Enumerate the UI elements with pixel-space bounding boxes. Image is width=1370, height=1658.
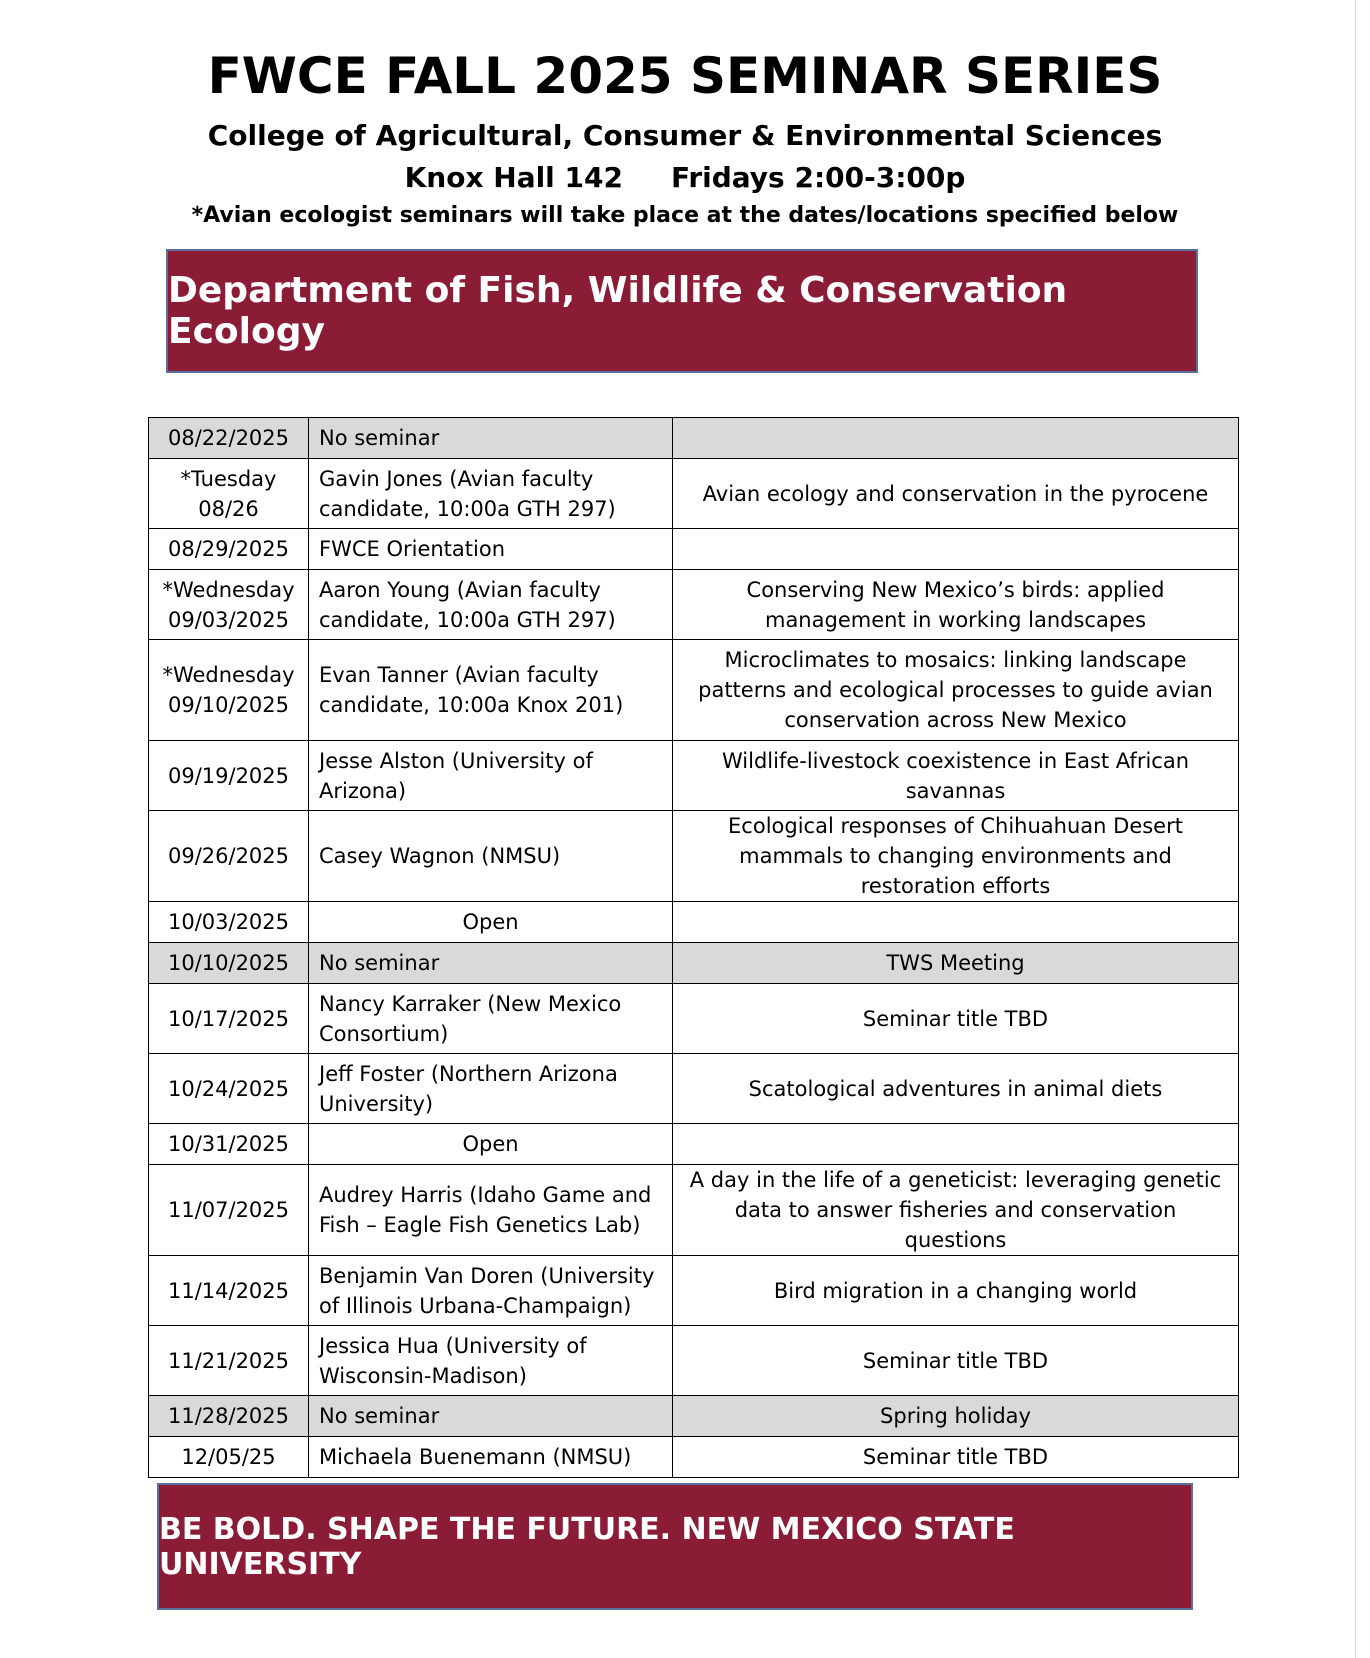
row-topic: Avian ecology and conservation in the pyrocene <box>673 459 1239 529</box>
row-date: 09/19/2025 <box>149 741 309 811</box>
seminar-schedule-table <box>148 417 1239 1478</box>
row-topic: A day in the life of a geneticist: leveraging genetic data to answer fisheries and conservation questions <box>673 1165 1239 1256</box>
row-date: 11/07/2025 <box>149 1165 309 1256</box>
table-row <box>149 741 1239 811</box>
row-date: 08/22/2025 <box>149 418 309 459</box>
row-date: 09/26/2025 <box>149 811 309 902</box>
department-banner <box>166 249 1198 373</box>
table-row <box>149 943 1239 984</box>
row-topic <box>673 418 1239 459</box>
row-topic: Scatological adventures in animal diets <box>673 1054 1239 1124</box>
row-speaker: Jesse Alston (University of Arizona) <box>309 741 673 811</box>
row-speaker: Open <box>309 1124 673 1165</box>
table-row <box>149 570 1239 640</box>
table-row <box>149 1396 1239 1437</box>
table-row <box>149 1256 1239 1326</box>
row-date: *Wednesday 09/10/2025 <box>149 640 309 741</box>
row-topic: Seminar title TBD <box>673 984 1239 1054</box>
table-row <box>149 811 1239 902</box>
row-topic: Seminar title TBD <box>673 1437 1239 1478</box>
row-speaker: Michaela Buenemann (NMSU) <box>309 1437 673 1478</box>
row-topic: TWS Meeting <box>673 943 1239 984</box>
row-speaker: Benjamin Van Doren (University of Illinois Urbana-Champaign) <box>309 1256 673 1326</box>
location-time-line <box>0 158 1370 198</box>
row-speaker: Aaron Young (Avian faculty candidate, 10:00a GTH 297) <box>309 570 673 640</box>
row-date: 11/14/2025 <box>149 1256 309 1326</box>
table-row <box>149 1437 1239 1478</box>
college-name: College of Agricultural, Consumer & Environmental Sciences <box>207 119 1163 152</box>
row-speaker: Audrey Harris (Idaho Game and Fish – Eagle Fish Genetics Lab) <box>309 1165 673 1256</box>
table-row <box>149 640 1239 741</box>
row-topic: Microclimates to mosaics: linking landscape patterns and ecological processes to guide avian conservation across New Mexico <box>673 640 1239 741</box>
avian-note: *Avian ecologist seminars will take place at the dates/locations specified below <box>191 203 1179 228</box>
row-topic: Spring holiday <box>673 1396 1239 1437</box>
row-speaker: Nancy Karraker (New Mexico Consortium) <box>309 984 673 1054</box>
table-row <box>149 1165 1239 1256</box>
row-speaker: Open <box>309 902 673 943</box>
row-speaker: Jessica Hua (University of Wisconsin-Madison) <box>309 1326 673 1396</box>
row-topic: Bird migration in a changing world <box>673 1256 1239 1326</box>
table-row <box>149 1326 1239 1396</box>
row-speaker: Gavin Jones (Avian faculty candidate, 10:00a GTH 297) <box>309 459 673 529</box>
row-date: 08/29/2025 <box>149 529 309 570</box>
row-date: *Wednesday 09/03/2025 <box>149 570 309 640</box>
row-topic <box>673 1124 1239 1165</box>
row-date: *Tuesday 08/26 <box>149 459 309 529</box>
row-speaker: No seminar <box>309 418 673 459</box>
table-row <box>149 902 1239 943</box>
row-date: 11/28/2025 <box>149 1396 309 1437</box>
row-date: 10/17/2025 <box>149 984 309 1054</box>
row-date: 10/31/2025 <box>149 1124 309 1165</box>
page-edge-line <box>1355 0 1356 1658</box>
row-date: 10/03/2025 <box>149 902 309 943</box>
row-topic: Ecological responses of Chihuahuan Desert mammals to changing environments and restoration efforts <box>673 811 1239 902</box>
table-row <box>149 459 1239 529</box>
table-row <box>149 1054 1239 1124</box>
table-row <box>149 1124 1239 1165</box>
row-speaker: Casey Wagnon (NMSU) <box>309 811 673 902</box>
department-banner-text: Department of Fish, Wildlife & Conservation Ecology <box>168 270 1068 352</box>
table-row <box>149 984 1239 1054</box>
row-topic: Conserving New Mexico’s birds: applied management in working landscapes <box>673 570 1239 640</box>
seminar-location: Knox Hall 142 <box>404 161 623 194</box>
row-speaker: No seminar <box>309 943 673 984</box>
row-topic: Wildlife-livestock coexistence in East African savannas <box>673 741 1239 811</box>
row-topic <box>673 902 1239 943</box>
row-date: 12/05/25 <box>149 1437 309 1478</box>
footer-banner <box>157 1483 1193 1610</box>
row-speaker: Jeff Foster (Northern Arizona University) <box>309 1054 673 1124</box>
table-row <box>149 418 1239 459</box>
row-date: 11/21/2025 <box>149 1326 309 1396</box>
row-speaker: No seminar <box>309 1396 673 1437</box>
table-row <box>149 529 1239 570</box>
row-topic <box>673 529 1239 570</box>
seminar-time: Fridays 2:00-3:00p <box>670 161 966 194</box>
row-speaker: Evan Tanner (Avian faculty candidate, 10:00a Knox 201) <box>309 640 673 741</box>
row-date: 10/24/2025 <box>149 1054 309 1124</box>
footer-banner-text: BE BOLD. SHAPE THE FUTURE. NEW MEXICO STATE UNIVERSITY <box>159 1511 1015 1582</box>
row-speaker: FWCE Orientation <box>309 529 673 570</box>
page-title: FWCE FALL 2025 SEMINAR SERIES <box>207 47 1163 105</box>
row-topic: Seminar title TBD <box>673 1326 1239 1396</box>
row-date: 10/10/2025 <box>149 943 309 984</box>
